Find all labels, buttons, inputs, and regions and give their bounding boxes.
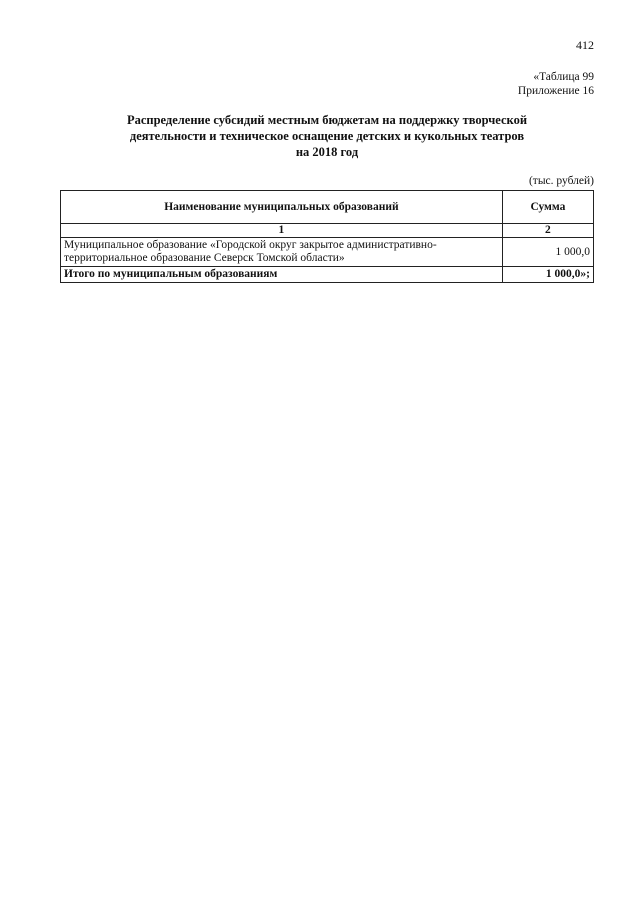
table-number: «Таблица 99: [533, 71, 594, 83]
column-number-2: 2: [502, 224, 593, 238]
column-number-row: [61, 224, 594, 238]
total-amount: 1 000,0»;: [502, 267, 593, 283]
header-name: Наименование муниципальных образований: [61, 191, 503, 224]
total-row: [61, 267, 594, 283]
title-line-1: Распределение субсидий местным бюджетам на поддержку творческой: [126, 113, 528, 127]
table-header-row: [61, 191, 594, 224]
table-row: [61, 238, 594, 267]
document-title: [60, 112, 594, 160]
total-label: Итого по муниципальным образованиям: [61, 267, 503, 283]
table-reference: [518, 70, 594, 98]
municipality-name: Муниципальное образование «Городской округ закрытое административно-территориальное образование Северск Томской области»: [61, 238, 503, 267]
unit-note: (тыс. рублей): [528, 175, 594, 187]
municipality-amount: 1 000,0: [502, 238, 593, 267]
subsidy-table: [60, 190, 594, 283]
page-number: 412: [576, 38, 594, 52]
appendix-number: Приложение 16: [517, 85, 594, 97]
column-number-1: 1: [61, 224, 503, 238]
title-line-2: деятельности и техническое оснащение детских и кукольных театров: [129, 129, 525, 143]
title-line-3: на 2018 год: [295, 145, 359, 159]
header-sum: Сумма: [502, 191, 593, 224]
